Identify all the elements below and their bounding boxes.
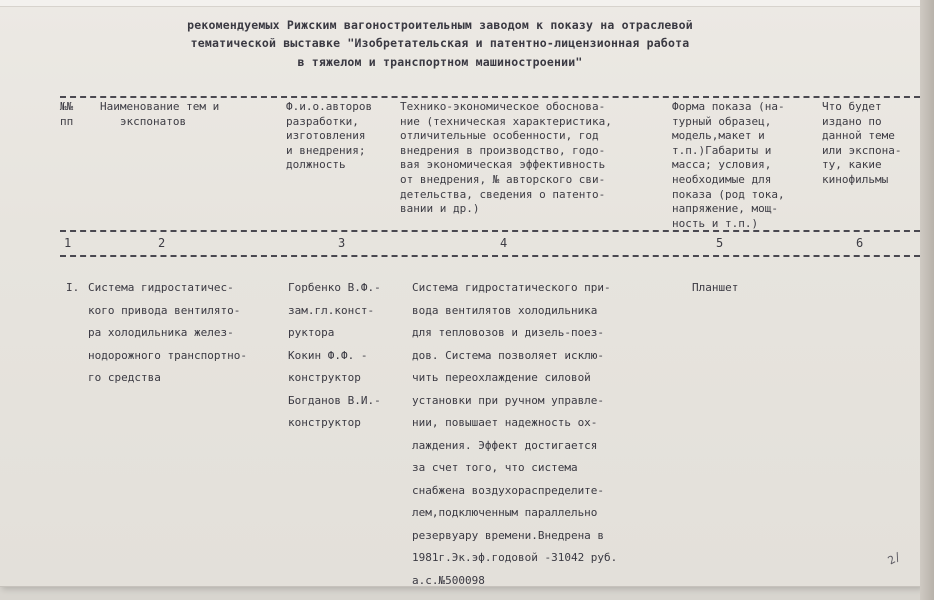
heading-line-3: в тяжелом и транспортном машиностроении": [297, 55, 583, 69]
column-number-6: 6: [856, 236, 864, 250]
column-numbers-rule: [60, 255, 920, 257]
heading-line-2: тематической выставке "Изобретательская и патентно-лицензионная работа: [190, 36, 690, 50]
column-number-3: 3: [338, 236, 346, 250]
column-head-display-form: Форма показа (на- турный образец, модель,макет и т.п.)Габариты и масса; условия, необходимые для показа (род тока, напряжение, мощ- ность и т.п.): [672, 100, 785, 230]
row-authors: Горбенко В.Ф.- зам.гл.конст- руктора Кокин Ф.Ф. - конструктор Богданов В.И.- конструктор: [288, 281, 381, 429]
column-head-economic-justification: Технико-экономическое обоснова- ние (техническая характеристика, отличительные особенности, год внедрения в производство, годо- вая экономическая эффективность от внедрения, № авторского сви- детельства, сведения о патенто- вании и др.): [400, 100, 612, 216]
column-head-name: Наименование тем и экспонатов: [100, 100, 220, 128]
column-number-1: 1: [64, 236, 72, 250]
heading-line-1: рекомендуемых Рижским вагоностроительным заводом к показу на отраслевой: [187, 18, 693, 32]
header-separator-rule: [60, 230, 920, 232]
row-display-form: Планшет: [692, 281, 739, 294]
column-head-number: №№ пп: [60, 100, 74, 128]
column-head-publications: Что будет издано по данной теме или экспона- ту, какие кинофильмы: [822, 100, 902, 186]
column-number-5: 5: [716, 236, 724, 250]
row-economic-description: Система гидростатического при- вода вентилятов холодильника для тепловозов и дизель-поез- дов. Система позволяет исклю- чить переохлаждение силовой установки при ручном управле- нии, повышает надежность ох- лаждения. Эффект достигается за счет того, что система снабжена воздухораспределите- лем,подключенным параллельно резервуару времени.Внедрена в 1981г.Эк.эф.годовой -31042 руб. а.с.№500098: [412, 281, 618, 587]
row-exhibit-name: Система гидростатичес- кого привода вентилято- ра холодильника желез- нодорожного транспортно- го средства: [88, 281, 247, 384]
column-number-2: 2: [158, 236, 166, 250]
column-head-authors: Ф.и.о.авторов разработки, изготовления и внедрения; должность: [286, 100, 373, 172]
row-number: I.: [66, 281, 80, 294]
column-number-4: 4: [500, 236, 508, 250]
page-mark: 2/: [885, 549, 904, 568]
table-top-rule: [60, 96, 920, 98]
page-top-edge: [0, 0, 920, 7]
page-binding-edge: [920, 0, 934, 600]
